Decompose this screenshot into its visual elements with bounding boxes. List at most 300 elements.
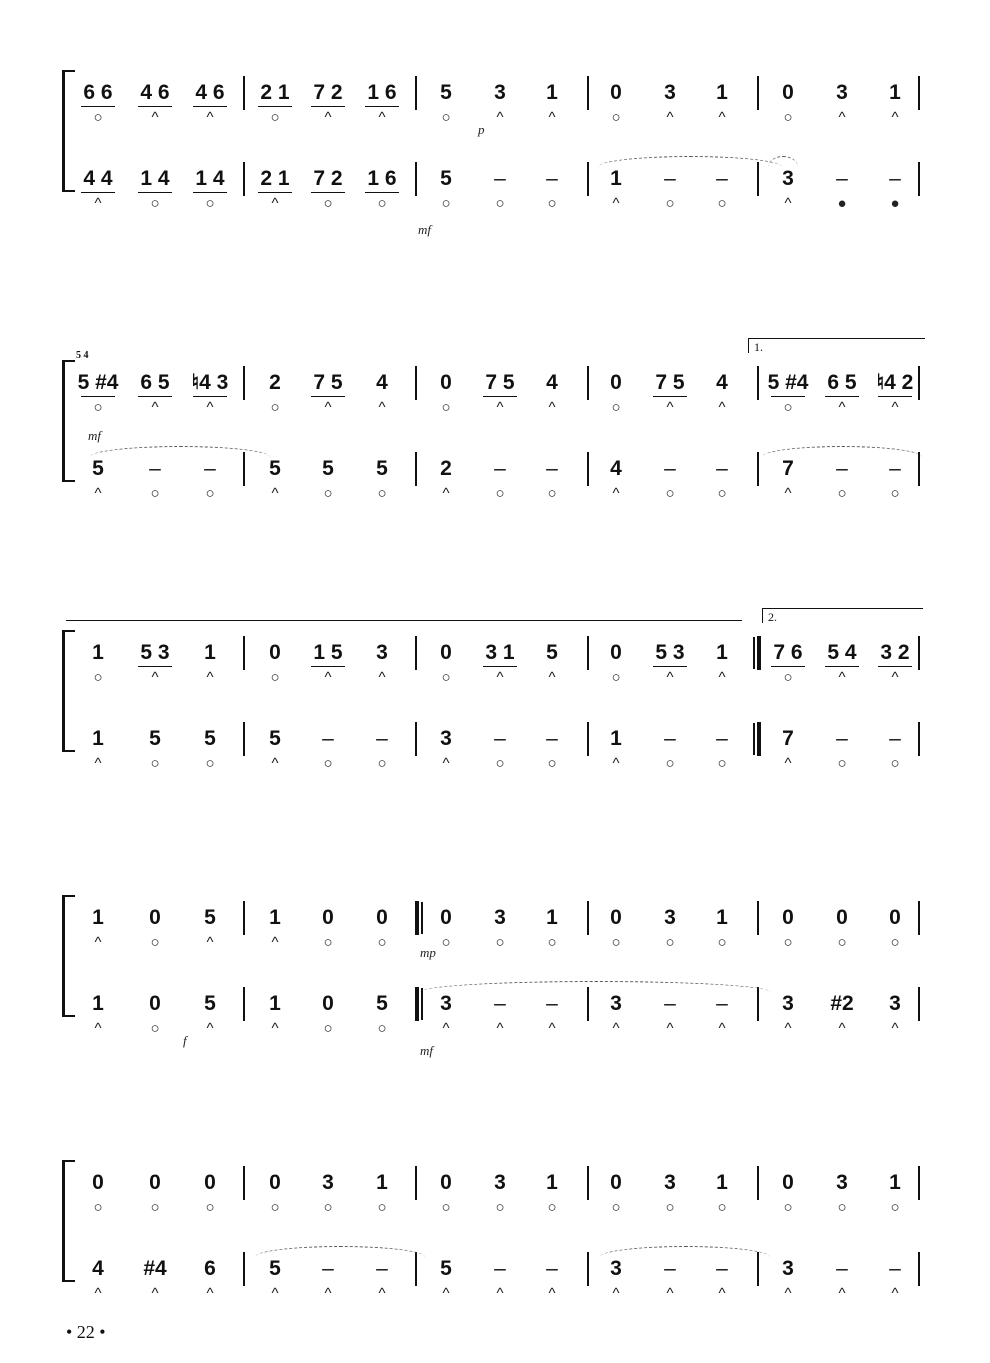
lower-stroke-mark: ○ (717, 195, 727, 212)
lower-stroke-mark: ^ (271, 485, 279, 502)
lower-stroke-mark: ○ (323, 195, 333, 212)
upper-note: 0 (610, 906, 622, 929)
upper-beam (483, 396, 517, 397)
upper-beam (771, 396, 805, 397)
lower-note: 1 (92, 727, 104, 750)
upper-note: 0 (610, 641, 622, 664)
upper-note: 1 (546, 81, 558, 104)
lower-barline (918, 1252, 920, 1286)
upper-note: 6 6 (83, 81, 113, 104)
upper-stroke-mark: ○ (377, 934, 387, 951)
lower-note: 3 (610, 1257, 622, 1280)
upper-beam (138, 396, 172, 397)
upper-barline (415, 636, 417, 670)
upper-barline (757, 76, 759, 110)
lower-note: – (322, 1257, 334, 1280)
upper-stroke-mark: ^ (891, 399, 899, 416)
lower-note: 1 4 (140, 167, 170, 190)
lower-stroke-mark: ^ (442, 485, 450, 502)
lower-barline (243, 452, 245, 486)
lower-stroke-mark: ^ (94, 755, 102, 772)
lower-note: – (494, 1257, 506, 1280)
lower-note: 1 (92, 992, 104, 1015)
lower-barline (587, 1252, 589, 1286)
lower-barline (918, 452, 920, 486)
lower-stroke-mark: ○ (150, 755, 160, 772)
lower-note: – (716, 457, 728, 480)
lower-note: 5 (149, 727, 161, 750)
upper-stroke-mark: ^ (151, 669, 159, 686)
upper-beam (311, 396, 345, 397)
upper-note: 3 (664, 81, 676, 104)
upper-note: 4 6 (195, 81, 225, 104)
first-ending-line (66, 620, 742, 635)
lower-stroke-mark: ^ (784, 755, 792, 772)
upper-beam (193, 106, 227, 107)
lower-note: 3 (889, 992, 901, 1015)
upper-note: 0 (322, 906, 334, 929)
lower-note: 6 (204, 1257, 216, 1280)
lower-stroke-mark: ^ (94, 1020, 102, 1037)
lower-barline (243, 987, 245, 1021)
volta-bracket (762, 608, 923, 623)
upper-stroke-mark: ○ (93, 399, 103, 416)
upper-stroke-mark: ^ (496, 399, 504, 416)
upper-note: 0 (149, 1171, 161, 1194)
lower-note: 0 (322, 992, 334, 1015)
lower-stroke-mark: ○ (665, 755, 675, 772)
upper-note: 3 (836, 81, 848, 104)
upper-stroke-mark: ○ (270, 1199, 280, 1216)
upper-stroke-mark: ^ (206, 399, 214, 416)
lower-stroke-mark: ^ (784, 195, 792, 212)
upper-stroke-mark: ^ (324, 399, 332, 416)
lower-stroke-mark: ○ (150, 195, 160, 212)
upper-stroke-mark: ^ (324, 109, 332, 126)
lower-note: #2 (830, 992, 854, 1015)
upper-stroke-mark: ^ (666, 109, 674, 126)
lower-note: 3 (782, 1257, 794, 1280)
upper-stroke-mark: ○ (890, 1199, 900, 1216)
slur-arc (598, 156, 782, 167)
upper-stroke-mark: ○ (547, 1199, 557, 1216)
lower-stroke-mark: ^ (838, 1285, 846, 1302)
upper-stroke-mark: ○ (323, 934, 333, 951)
lower-note: – (889, 457, 901, 480)
upper-beam (653, 396, 687, 397)
lower-barline (415, 1252, 417, 1286)
upper-stroke-mark: ^ (718, 399, 726, 416)
lower-note: – (889, 1257, 901, 1280)
lower-stroke-mark: ● (837, 195, 847, 212)
upper-note: 1 (716, 641, 728, 664)
lower-note: 7 (782, 457, 794, 480)
lower-stroke-mark: ^ (784, 1020, 792, 1037)
lower-barline (415, 987, 419, 1021)
dynamic-marking: mp (420, 945, 436, 960)
upper-note: 3 1 (485, 641, 515, 664)
lower-stroke-mark: ○ (377, 485, 387, 502)
system-brace (62, 630, 75, 752)
lower-stroke-mark: ^ (324, 1285, 332, 1302)
lower-note: 5 (440, 1257, 452, 1280)
upper-stroke-mark: ^ (496, 109, 504, 126)
lower-barline (243, 722, 245, 756)
upper-note: 2 (269, 371, 281, 394)
lower-note: – (664, 992, 676, 1015)
upper-beam (653, 666, 687, 667)
lower-stroke-mark: ○ (205, 755, 215, 772)
upper-note: 3 (494, 1171, 506, 1194)
system-brace (62, 895, 75, 1017)
upper-note: 0 (440, 371, 452, 394)
upper-stroke-mark: ^ (94, 934, 102, 951)
lower-beam (138, 192, 172, 193)
system-brace (62, 1160, 75, 1282)
upper-note: 1 5 (313, 641, 343, 664)
lower-stroke-mark: ○ (665, 485, 675, 502)
upper-note: 1 (546, 1171, 558, 1194)
lower-stroke-mark: ^ (612, 1285, 620, 1302)
upper-stroke-mark: ○ (441, 1199, 451, 1216)
upper-barline (918, 76, 920, 110)
upper-note: 1 (889, 81, 901, 104)
upper-stroke-mark: ^ (151, 109, 159, 126)
upper-note: 0 (610, 81, 622, 104)
upper-beam (878, 396, 912, 397)
system-brace (62, 70, 75, 192)
upper-note: 4 (546, 371, 558, 394)
upper-note: 5 3 (140, 641, 170, 664)
lower-note: 1 (610, 167, 622, 190)
lower-note: – (836, 1257, 848, 1280)
upper-beam (258, 106, 292, 107)
upper-stroke-mark: ^ (838, 109, 846, 126)
upper-stroke-mark: ○ (837, 1199, 847, 1216)
upper-note: 5 #4 (767, 371, 809, 394)
upper-barline (757, 1166, 759, 1200)
lower-stroke-mark: ^ (206, 1020, 214, 1037)
lower-barline (757, 162, 759, 196)
lower-note: – (494, 167, 506, 190)
lower-stroke-mark: ^ (838, 1020, 846, 1037)
lower-note: – (546, 1257, 558, 1280)
upper-note: 0 (610, 371, 622, 394)
upper-note: 3 (494, 81, 506, 104)
lower-stroke-mark: ^ (666, 1285, 674, 1302)
lower-stroke-mark: ○ (495, 485, 505, 502)
lower-stroke-mark: ^ (612, 755, 620, 772)
upper-barline (587, 1166, 589, 1200)
lower-stroke-mark: ○ (323, 485, 333, 502)
lower-note: 1 6 (367, 167, 397, 190)
upper-beam (311, 106, 345, 107)
upper-note: 3 (836, 1171, 848, 1194)
lower-note: – (716, 1257, 728, 1280)
lower-stroke-mark: ○ (890, 485, 900, 502)
upper-stroke-mark: ^ (666, 669, 674, 686)
lower-note: 3 (440, 992, 452, 1015)
lower-stroke-mark: ○ (890, 755, 900, 772)
lower-note: 1 (610, 727, 622, 750)
upper-stroke-mark: ^ (271, 934, 279, 951)
upper-stroke-mark: ○ (441, 934, 451, 951)
upper-barline (243, 901, 245, 935)
upper-stroke-mark: ^ (206, 109, 214, 126)
upper-stroke-mark: ○ (270, 109, 280, 126)
upper-note: ♮4 2 (876, 371, 914, 394)
upper-note: 7 6 (773, 641, 803, 664)
upper-note: 3 2 (880, 641, 910, 664)
lower-stroke-mark: ○ (150, 485, 160, 502)
upper-note: 5 #4 (77, 371, 119, 394)
upper-note: 7 5 (655, 371, 685, 394)
lower-note: – (836, 457, 848, 480)
upper-stroke-mark: ^ (206, 934, 214, 951)
lower-note: 2 (440, 457, 452, 480)
upper-barline (415, 366, 417, 400)
upper-barline (587, 366, 589, 400)
lower-note: – (546, 457, 558, 480)
upper-note: 4 (716, 371, 728, 394)
lower-note: 1 4 (195, 167, 225, 190)
upper-note: 5 (204, 906, 216, 929)
upper-note: 0 (440, 641, 452, 664)
upper-note: 1 (716, 906, 728, 929)
upper-stroke-mark: ○ (611, 109, 621, 126)
lower-note: – (664, 457, 676, 480)
upper-stroke-mark: ○ (495, 934, 505, 951)
lower-stroke-mark: ^ (151, 1285, 159, 1302)
upper-beam (825, 666, 859, 667)
lower-barline (918, 987, 920, 1021)
score-system (0, 340, 990, 530)
upper-beam (81, 396, 115, 397)
upper-stroke-mark: ^ (891, 109, 899, 126)
lower-note: 0 (149, 992, 161, 1015)
upper-stroke-mark: ○ (611, 669, 621, 686)
lower-note: – (889, 727, 901, 750)
upper-barline (918, 636, 920, 670)
upper-stroke-mark: ○ (783, 1199, 793, 1216)
upper-note: 1 (269, 906, 281, 929)
lower-note: – (664, 167, 676, 190)
upper-stroke-mark: ○ (717, 934, 727, 951)
grace-notes: 5 4 (76, 350, 89, 361)
upper-note: 7 5 (485, 371, 515, 394)
lower-note: – (546, 727, 558, 750)
upper-note: 0 (376, 906, 388, 929)
upper-note: 5 (546, 641, 558, 664)
upper-beam (81, 106, 115, 107)
lower-note: 5 (92, 457, 104, 480)
upper-note: 0 (610, 1171, 622, 1194)
lower-stroke-mark: ^ (94, 195, 102, 212)
lower-note: – (322, 727, 334, 750)
upper-note: ♮4 3 (191, 371, 229, 394)
upper-beam (483, 666, 517, 667)
lower-stroke-mark: ^ (718, 1020, 726, 1037)
lower-note: 7 2 (313, 167, 343, 190)
lower-stroke-mark: ^ (784, 485, 792, 502)
lower-beam (81, 192, 115, 193)
upper-beam (365, 106, 399, 107)
slur-arc (255, 1246, 425, 1257)
lower-stroke-mark: ^ (442, 755, 450, 772)
lower-beam (365, 192, 399, 193)
lower-stroke-mark: ^ (891, 1020, 899, 1037)
upper-stroke-mark: ^ (378, 669, 386, 686)
upper-note: 3 (494, 906, 506, 929)
lower-note: 4 (610, 457, 622, 480)
lower-stroke-mark: ○ (377, 755, 387, 772)
lower-stroke-mark: ○ (547, 755, 557, 772)
upper-stroke-mark: ^ (718, 109, 726, 126)
upper-stroke-mark: ○ (611, 934, 621, 951)
lower-note: 5 (440, 167, 452, 190)
upper-barline (757, 636, 761, 670)
volta-label: 2. (768, 610, 777, 624)
upper-stroke-mark: ^ (548, 669, 556, 686)
upper-stroke-mark: ○ (783, 109, 793, 126)
lower-stroke-mark: ○ (837, 485, 847, 502)
upper-note: 7 2 (313, 81, 343, 104)
upper-stroke-mark: ^ (838, 399, 846, 416)
upper-note: 0 (782, 1171, 794, 1194)
upper-stroke-mark: ○ (837, 934, 847, 951)
upper-stroke-mark: ^ (378, 109, 386, 126)
upper-note: 0 (92, 1171, 104, 1194)
lower-barline (587, 987, 589, 1021)
upper-stroke-mark: ^ (666, 399, 674, 416)
lower-note: 5 (322, 457, 334, 480)
upper-note: 1 (92, 641, 104, 664)
lower-stroke-mark: ^ (442, 1285, 450, 1302)
upper-note: 5 4 (827, 641, 857, 664)
lower-barline (243, 162, 245, 196)
dynamic-marking: mf (420, 1043, 433, 1058)
lower-note: – (716, 992, 728, 1015)
slur-arc (420, 981, 770, 992)
lower-note: – (836, 727, 848, 750)
upper-stroke-mark: ○ (441, 669, 451, 686)
upper-note: 0 (440, 906, 452, 929)
score-system (0, 80, 990, 240)
upper-note: 3 (664, 906, 676, 929)
upper-note: 0 (836, 906, 848, 929)
lower-stroke-mark: ○ (323, 1020, 333, 1037)
lower-barline (757, 722, 761, 756)
upper-stroke-mark: ○ (495, 1199, 505, 1216)
upper-barline (587, 76, 589, 110)
lower-stroke-mark: ○ (717, 485, 727, 502)
slur-arc (768, 156, 798, 167)
upper-stroke-mark: ○ (717, 1199, 727, 1216)
lower-note: – (149, 457, 161, 480)
lower-beam (258, 192, 292, 193)
lower-note: 3 (610, 992, 622, 1015)
upper-note: 3 (376, 641, 388, 664)
lower-note: 5 (204, 992, 216, 1015)
upper-beam (825, 396, 859, 397)
score-system (0, 610, 990, 800)
upper-barline (415, 76, 417, 110)
lower-barline (587, 162, 589, 196)
lower-stroke-mark: ○ (717, 755, 727, 772)
lower-stroke-mark: ^ (666, 1020, 674, 1037)
upper-note: 6 5 (140, 371, 170, 394)
lower-stroke-mark: ○ (323, 755, 333, 772)
lower-stroke-mark: ○ (205, 485, 215, 502)
upper-stroke-mark: ○ (783, 669, 793, 686)
volta-bracket (748, 338, 925, 353)
lower-barline (415, 722, 417, 756)
upper-barline (243, 636, 245, 670)
lower-beam (311, 192, 345, 193)
upper-note: 0 (269, 641, 281, 664)
lower-stroke-mark: ^ (612, 195, 620, 212)
lower-stroke-mark: ^ (548, 1020, 556, 1037)
score-system (0, 905, 990, 1065)
lower-note: – (376, 727, 388, 750)
upper-beam (193, 396, 227, 397)
lower-stroke-mark: ○ (150, 1020, 160, 1037)
upper-stroke-mark: ○ (93, 669, 103, 686)
upper-stroke-mark: ○ (441, 399, 451, 416)
lower-note: – (204, 457, 216, 480)
upper-barline (587, 636, 589, 670)
lower-stroke-mark: ○ (837, 755, 847, 772)
upper-stroke-mark: ○ (205, 1199, 215, 1216)
upper-note: 2 1 (260, 81, 290, 104)
upper-note: 1 (716, 81, 728, 104)
upper-stroke-mark: ○ (783, 934, 793, 951)
upper-note: 5 3 (655, 641, 685, 664)
upper-stroke-mark: ^ (548, 109, 556, 126)
lower-note: – (376, 1257, 388, 1280)
lower-note: 5 (269, 457, 281, 480)
lower-stroke-mark: ○ (205, 195, 215, 212)
lower-note: – (716, 727, 728, 750)
upper-note: 1 (376, 1171, 388, 1194)
upper-stroke-mark: ^ (718, 669, 726, 686)
upper-beam (138, 666, 172, 667)
lower-stroke-mark: ^ (496, 1020, 504, 1037)
upper-stroke-mark: ○ (890, 934, 900, 951)
lower-note: – (716, 167, 728, 190)
upper-barline (587, 901, 589, 935)
lower-note: 1 (269, 992, 281, 1015)
upper-beam (138, 106, 172, 107)
upper-note: 0 (204, 1171, 216, 1194)
upper-note: 1 6 (367, 81, 397, 104)
lower-note: 5 (376, 992, 388, 1015)
dynamic-marking: mf (418, 222, 431, 237)
dynamic-marking: f (183, 1033, 187, 1048)
lower-note: 3 (782, 167, 794, 190)
lower-barline (918, 162, 920, 196)
page-number: • 22 • (66, 1322, 106, 1342)
upper-note: 0 (149, 906, 161, 929)
upper-barline (918, 1166, 920, 1200)
lower-note: 4 4 (83, 167, 113, 190)
lower-stroke-mark: ○ (495, 755, 505, 772)
upper-note: 0 (782, 906, 794, 929)
lower-stroke-mark: ^ (378, 1285, 386, 1302)
lower-barline (757, 987, 759, 1021)
upper-stroke-mark: ^ (378, 399, 386, 416)
upper-note: 4 (376, 371, 388, 394)
